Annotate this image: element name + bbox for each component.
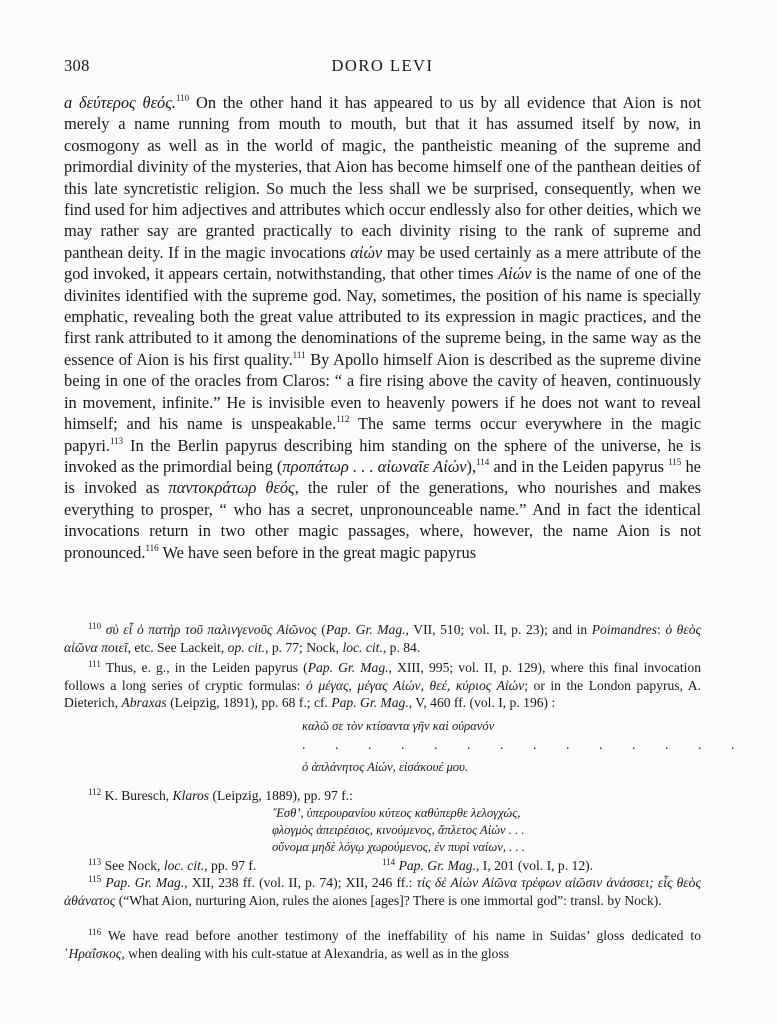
greek-word: Αἰών xyxy=(498,264,532,284)
footnote-number: 116 xyxy=(88,927,102,937)
greek-phrase: σὺ εἶ ὁ πατὴρ τοῦ παλινγενοῦς Αἰῶνος xyxy=(105,622,317,637)
citation-abbrev: loc. cit. xyxy=(342,639,383,655)
text-run: We have read before another testimony of the ineffability of his name in Suidas’ gloss dedicated to xyxy=(107,928,702,943)
greek-phrase: τίς δὲ Αἰὼν Αἰῶνα τρέφων αἰῶσιν ἀνάσσει; εἷς θεὸς ἀθάνατος xyxy=(64,875,701,908)
text-run: In the Berlin papyrus describing him standing on the sphere of the universe, he is invoked as the primordial being ( xyxy=(64,435,701,476)
text-run: , V, 460 ff. (vol. I, p. 196) : xyxy=(408,695,556,711)
work-title: Klaros xyxy=(172,788,210,803)
work-title: Pap. Gr. Mag. xyxy=(398,858,476,873)
greek-phrase: a δεύτερος θεός. xyxy=(64,93,176,112)
text-run: Thus, e. g., in the Leiden papyrus ( xyxy=(105,660,308,675)
text-run: he is invoked as xyxy=(64,456,701,498)
text-run: , I, 201 (vol. I, p. 12). xyxy=(476,858,594,873)
footnote-ref: 110 xyxy=(175,93,190,103)
work-title: Pap. Gr. Mag. xyxy=(105,875,185,890)
text-run: (Leipzig, 1889), pp. 97 f.: xyxy=(212,788,353,803)
running-head: DORO LEVI xyxy=(331,56,434,75)
text-run: K. Buresch, xyxy=(104,788,170,803)
text-run: , XII, 238 ff. (vol. II, p. 74); XII, 246 ff.: xyxy=(184,875,413,890)
text-run: , etc. See Lackeit, xyxy=(127,639,225,655)
verse-line: ὁ ἀπλάνητος Αἰών, εἰσάκουέ μου. xyxy=(302,760,469,774)
main-paragraph xyxy=(64,92,701,563)
footnote-111 xyxy=(64,659,701,712)
greek-word: αἰών xyxy=(350,242,383,262)
verse-line: φλογμὸς ἀπειρέσιος, κινούμενος, ἄπλετος Αἰών . . . xyxy=(272,823,525,837)
text-run: ; or in the London papyrus, A. Dieterich, xyxy=(64,677,701,711)
footnote-ref: 114 xyxy=(476,456,490,467)
text-run: ), xyxy=(466,456,477,476)
footnote-114 xyxy=(382,857,593,875)
text-run: may be used certainly as a mere attribute of the god invoked, it appears certain, notwithstanding, that other times xyxy=(64,242,701,284)
text-run: and in the Leiden papyrus xyxy=(493,456,664,476)
text-run: , the ruler of the generations, who nourishes and makes everything to prosper, “ who has a secret, unpronounceable name.” And in fact the identical invocations return in two other magic passages, where, however, the name Aion is not pronounced. xyxy=(64,478,701,562)
text-run: (Leipzig, 1891), pp. 68 f.; cf. xyxy=(170,695,328,711)
page-number: 308 xyxy=(64,56,90,75)
footnote-number: 113 xyxy=(88,857,102,867)
verse-line: οὔνομα μηδὲ λόγῳ χωρούμενος, ἐν πυρὶ ναίων, . . . xyxy=(272,840,525,854)
verse-line: ῎Εσθ’, ὑπερουρανίου κύτεος καθύπερθε λελογχώς, xyxy=(272,806,521,820)
text-run: , p. 84. xyxy=(382,639,421,655)
text-run: (“What Aion, nurturing Aion, rules the aiones [ages]? There is one immortal god”: transl. by Nock). xyxy=(118,892,662,908)
footnote-number: 110 xyxy=(88,621,102,631)
greek-phrase: ὁ μέγας, μέγας Αἰών, θεέ, κύριος Αἰών xyxy=(306,677,525,693)
work-title: Abraxas xyxy=(121,695,167,711)
greek-phrase: παντοκράτωρ θεός xyxy=(168,478,295,498)
footnote-115 xyxy=(64,874,701,909)
footnote-number: 114 xyxy=(382,857,396,867)
text-run: By Apollo himself Aion is described as the supreme divine being in one of the oracles from Claros: “ a fire rising above the cavity of heaven, continuously in movement, infinite.” He is invisible even to heavenly powers if he does not want to reveal himself; and his name is unspeakable. xyxy=(64,349,701,434)
footnote-number: 112 xyxy=(88,787,102,797)
text-run: See Nock, xyxy=(104,858,161,873)
verse-line: καλῶ σε τὸν κτίσαντα γῆν καὶ οὐρανόν xyxy=(302,719,495,733)
footnote-ref: 111 xyxy=(292,349,306,360)
work-title: Pap. Gr. Mag. xyxy=(331,695,409,711)
text-run: , when dealing with his cult-statue at Alexandria, as well as in the gloss xyxy=(121,945,510,961)
footnotes-113-114 xyxy=(64,857,701,875)
text-run: , XIII, 995; vol. II, p. 129), where this final invocation follows a long series of cryptic formulas: xyxy=(64,660,701,693)
footnote-ref: 113 xyxy=(109,435,124,446)
text-run: On the other hand it has appeared to us by all evidence that Aion is not merely a name running from mouth to mouth, but that it has assumed itself by now, in cosmogony as well as in the world of magic, the pantheistic meaning of the supreme and primordial divinity of the mysteries, that Aion has become himself one of the panthean deities of this late syncretistic religion. So much the less shall we be surprised, consequently, when we find used for him adjectives and attributes which occur endlessly also for other deities, which we may rather say are granted practically to each divinity rising to the rank of supreme and panthean deity. If in the magic invocations xyxy=(64,93,701,262)
footnote-ref: 112 xyxy=(336,414,350,425)
footnote-number: 115 xyxy=(88,874,102,884)
footnote-ref: 115 xyxy=(668,456,682,467)
text-run: , p. 77; Nock, xyxy=(265,639,340,655)
footnote-116 xyxy=(64,927,701,962)
citation-abbrev: op. cit. xyxy=(227,639,266,655)
work-title: Pap. Gr. Mag. xyxy=(325,622,406,637)
text-run: ( xyxy=(321,622,326,637)
footnote-110 xyxy=(64,621,701,656)
citation-abbrev: loc. cit. xyxy=(163,858,205,873)
footnote-ref: 116 xyxy=(145,542,159,553)
footnote-number: 111 xyxy=(88,659,101,669)
text-run: We have seen before in the great magic papyrus xyxy=(162,542,477,562)
text-run: , VII, 510; vol. II, p. 23); and in xyxy=(405,622,588,637)
greek-word: ῾Ηραΐσκος xyxy=(64,945,122,961)
greek-phrase: ὁ θεὸς αἰῶνα ποιεῖ xyxy=(64,622,702,655)
work-title: Poimandres xyxy=(591,622,657,637)
footnote-113 xyxy=(88,858,256,873)
text-run: The same terms occur everywhere in the magic papyri. xyxy=(64,414,701,455)
ellipsis-line: . . . . . . . . . . . . . . xyxy=(302,738,748,753)
greek-phrase: προπάτωρ . . . αἰωναῖε Αἰών xyxy=(282,456,467,476)
work-title: Pap. Gr. Mag. xyxy=(307,660,389,675)
text-run: : xyxy=(656,622,661,637)
page-header xyxy=(64,56,701,80)
text-run: is the name of one of the divinites identified with the supreme god. Nay, sometimes, the position of his name is specially emphatic, revealing both the great value attributed to its expression in magic practices, and the first rank attributed to it among the denominations of the supreme being, in the same way as the essence of Aion is his first quality. xyxy=(64,264,701,369)
text-run: , pp. 97 f. xyxy=(204,858,257,873)
footnote-112 xyxy=(64,787,701,805)
